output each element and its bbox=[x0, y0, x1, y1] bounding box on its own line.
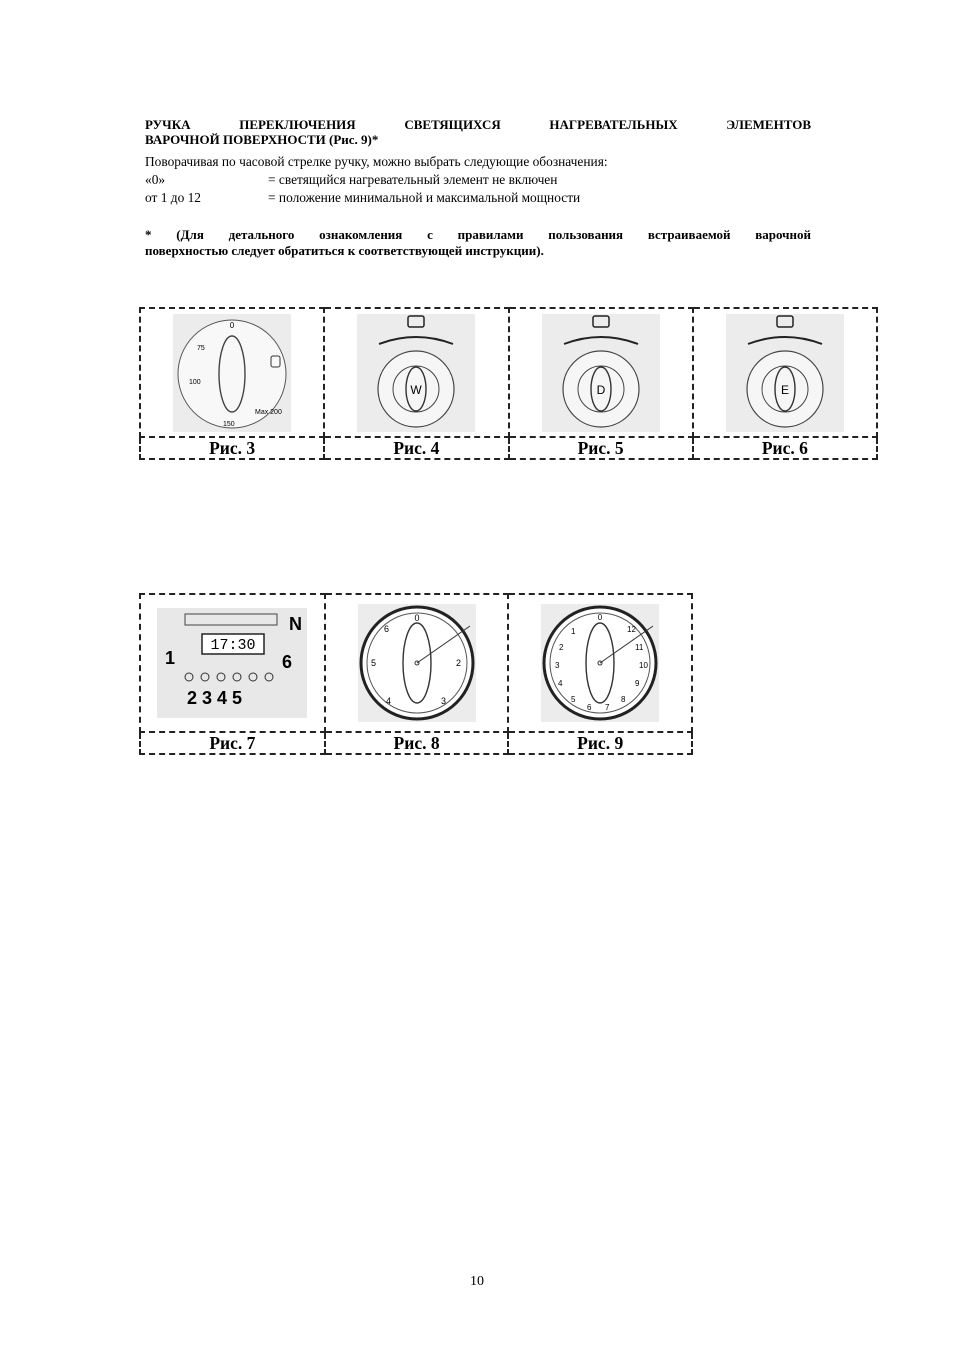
dial-letter: W bbox=[410, 382, 423, 397]
dial-zero-label: 0 bbox=[414, 613, 420, 623]
dial-75-label: 75 bbox=[197, 344, 205, 352]
dial-max-label: Max 200 bbox=[255, 408, 282, 416]
figure-8-caption: Рис. 8 bbox=[325, 732, 509, 754]
dial-2-label: 2 bbox=[559, 643, 564, 652]
figure-3-image bbox=[140, 308, 324, 437]
dial-6-label: 6 bbox=[383, 624, 389, 634]
hob-dial-12-positions-icon bbox=[541, 604, 659, 722]
clock-timer-panel-icon bbox=[157, 608, 307, 718]
dial-11-label: 11 bbox=[635, 643, 644, 652]
dial-6-label: 6 bbox=[587, 703, 592, 712]
figure-4-image bbox=[324, 308, 508, 437]
figure-9-caption: Рис. 9 bbox=[508, 732, 692, 754]
dial-5-label: 5 bbox=[571, 695, 576, 704]
oven-function-dial-e-icon bbox=[726, 314, 844, 432]
label-6: 6 bbox=[282, 652, 293, 672]
dial-5-label: 5 bbox=[370, 658, 376, 668]
dial-2-label: 2 bbox=[455, 658, 461, 668]
figures-table-2 bbox=[139, 593, 693, 755]
intro-text: Поворачивая по часовой стрелке ручку, можно выбрать следующие обозначения: bbox=[145, 154, 608, 169]
label-1: 1 bbox=[165, 648, 176, 668]
figure-5-image bbox=[509, 308, 693, 437]
heading-line-1: РУЧКА ПЕРЕКЛЮЧЕНИЯ СВЕТЯЩИХСЯ НАГРЕВАТЕЛЬНЫХ ЭЛЕМЕНТОВ bbox=[145, 117, 811, 132]
figure-3-caption: Рис. 3 bbox=[140, 437, 324, 459]
dial-12-label: 12 bbox=[627, 625, 637, 634]
dial-3-label: 3 bbox=[555, 661, 560, 670]
figure-7-image bbox=[140, 594, 325, 732]
dial-zero-label: 0 bbox=[229, 320, 235, 330]
definition-value-1: = положение минимальной и максимальной мощности bbox=[268, 190, 581, 205]
dial-3-label: 3 bbox=[440, 696, 446, 706]
dial-8-label: 8 bbox=[621, 695, 626, 704]
dial-letter: D bbox=[596, 382, 605, 397]
dial-letter: E bbox=[780, 382, 789, 397]
heading-line-2: ВАРОЧНОЙ ПОВЕРХНОСТИ (Рис. 9)* bbox=[145, 132, 379, 147]
label-n: N bbox=[289, 614, 303, 634]
footnote-line-1: * (Для детального ознакомления с правилами пользования встраиваемой варочной bbox=[145, 227, 811, 242]
footnote-line-2: поверхностью следует обратиться к соответствующей инструкции). bbox=[145, 243, 544, 258]
figures-table-1 bbox=[139, 307, 878, 460]
dial-4-label: 4 bbox=[558, 679, 563, 688]
dial-4-label: 4 bbox=[385, 696, 391, 706]
label-2345: 2 3 4 5 bbox=[187, 688, 243, 708]
definition-term-1: от 1 до 12 bbox=[145, 190, 202, 205]
dial-1-label: 1 bbox=[571, 627, 576, 636]
clock-time: 17:30 bbox=[210, 637, 256, 654]
figure-6-caption: Рис. 6 bbox=[693, 437, 877, 459]
definition-value-0: = светящийся нагревательный элемент не включен bbox=[268, 172, 558, 187]
figure-9-image bbox=[508, 594, 692, 732]
dial-100-label: 100 bbox=[189, 378, 201, 386]
oven-temperature-dial-icon bbox=[173, 314, 291, 432]
dial-10-label: 10 bbox=[639, 661, 649, 670]
footnote bbox=[145, 227, 811, 259]
figure-7-caption: Рис. 7 bbox=[140, 732, 325, 754]
oven-function-dial-d-icon bbox=[542, 314, 660, 432]
figure-5-caption: Рис. 5 bbox=[509, 437, 693, 459]
hob-dial-6-positions-icon bbox=[358, 604, 476, 722]
figure-8-image bbox=[325, 594, 509, 732]
dial-9-label: 9 bbox=[635, 679, 640, 688]
oven-function-dial-w-icon bbox=[357, 314, 475, 432]
dial-7-label: 7 bbox=[605, 703, 610, 712]
page-number: 10 bbox=[470, 1274, 484, 1289]
dial-zero-label: 0 bbox=[597, 613, 603, 622]
definition-term-0: «0» bbox=[145, 172, 166, 187]
figure-6-image bbox=[693, 308, 877, 437]
figure-4-caption: Рис. 4 bbox=[324, 437, 508, 459]
dial-150-label: 150 bbox=[223, 420, 235, 428]
section-heading bbox=[145, 117, 811, 147]
